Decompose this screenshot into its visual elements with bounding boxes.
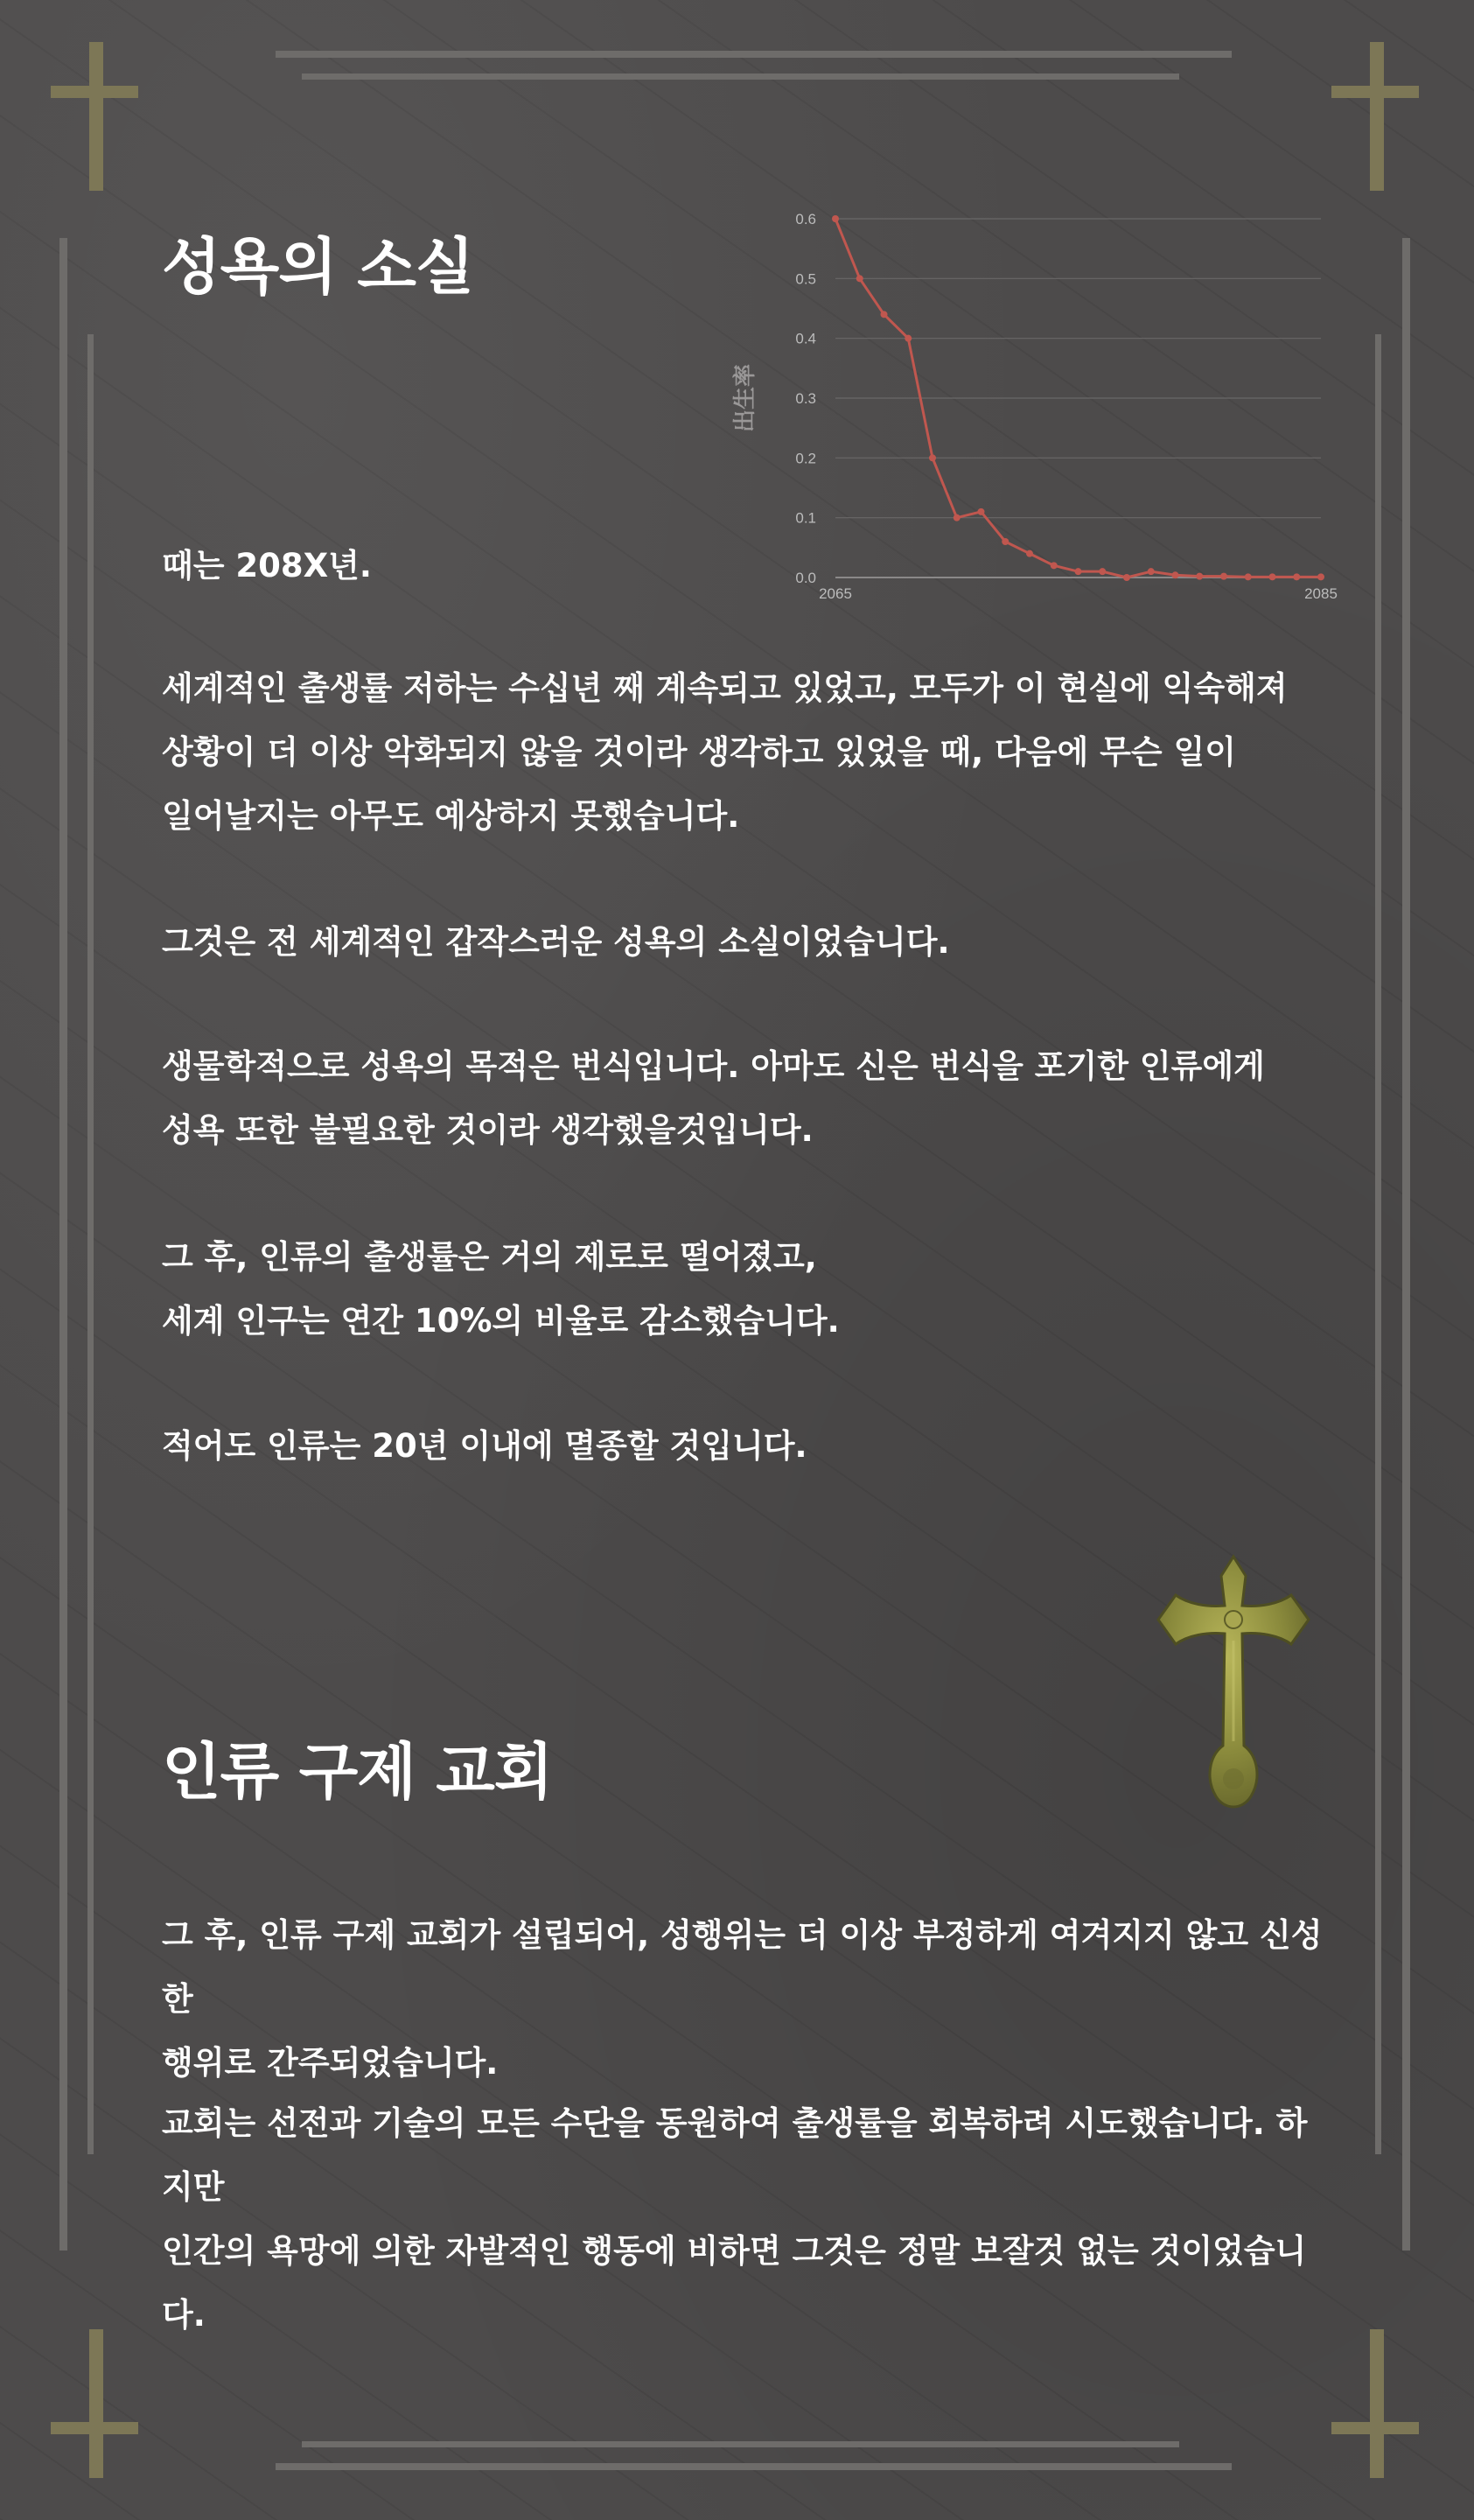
paragraph: 생물학적으로 성욕의 목적은 번식입니다. 아마도 신은 번식을 포기한 인류에게 성욕 또한 불필요한 것이라 생각했을것입니다.	[162, 1047, 1265, 1149]
chart-data-point	[856, 275, 863, 282]
chart-x-tick-label: 2085	[1304, 585, 1338, 602]
ornate-cross-icon	[1155, 1553, 1312, 1816]
chart-y-axis-label: 出生率	[731, 363, 758, 433]
top-frame-line	[276, 51, 1232, 58]
right-frame-line-inner	[1375, 334, 1381, 2154]
chart-y-tick-label: 0.1	[795, 509, 816, 527]
bottom-frame-line-inner	[302, 2441, 1179, 2447]
chart-y-tick-label: 0.3	[795, 390, 816, 407]
cross-icon	[1331, 42, 1419, 191]
cross-icon	[1331, 2329, 1419, 2478]
cross-icon	[51, 2329, 138, 2478]
chart-data-point	[905, 335, 912, 342]
chart-y-tick-label: 0.5	[795, 270, 816, 288]
top-frame-line-inner	[302, 74, 1179, 80]
cross-icon	[51, 42, 138, 191]
paragraph: 그것은 전 세계적인 갑작스러운 성욕의 소실이었습니다.	[162, 923, 950, 961]
chart-data-point	[832, 215, 839, 222]
paragraph: 그 후, 인류 구제 교회가 설립되어, 성행위는 더 이상 부정하게 여겨지지 않고 신성한 행위로 간주되었습니다.	[162, 1916, 1323, 2082]
chart-y-tick-label: 0.2	[795, 450, 816, 467]
section-title-salvation-church: 인류 구제 교회	[162, 1736, 553, 1808]
chart-data-point	[929, 454, 936, 461]
paragraph: 적어도 인류는 20년 이내에 멸종할 것입니다.	[162, 1427, 807, 1465]
chart-y-tick-label: 0.6	[795, 211, 816, 228]
chart-y-tick-label: 0.0	[795, 570, 816, 586]
paragraph: 그 후, 인류의 출생률은 거의 제로로 떨어졌고, 세계 인구는 연간 10%의 비율로 감소했습니다.	[162, 1238, 840, 1340]
left-frame-line	[59, 238, 67, 2250]
chart-data-point	[881, 311, 888, 318]
chart-data-point	[978, 508, 985, 515]
intro-text: 때는 208X년.	[162, 547, 372, 584]
chart-x-tick-label: 2065	[819, 585, 852, 602]
paragraph: 교회는 선전과 기술의 모든 수단을 동원하여 출생률을 회복하려 시도했습니다. 하지만 인간의 욕망에 의한 자발적인 행동에 비하면 그것은 정말 보잘것 없는 것이었습니다.	[162, 2104, 1308, 2334]
paragraph: 세계적인 출생률 저하는 수십년 째 계속되고 있었고, 모두가 이 현실에 익숙해져 상황이 더 이상 악화되지 않을 것이라 생각하고 있었을 때, 다음에 무슨 일이 일어날지는 아무도 예상하지 못했습니다.	[162, 669, 1288, 835]
bottom-frame-line	[276, 2463, 1232, 2470]
left-frame-line-inner	[87, 334, 94, 2154]
right-frame-line	[1402, 238, 1410, 2250]
section-title-libido-loss: 성욕의 소실	[162, 231, 474, 303]
chart-data-point	[954, 514, 961, 522]
chart-y-tick-label: 0.4	[795, 330, 816, 347]
